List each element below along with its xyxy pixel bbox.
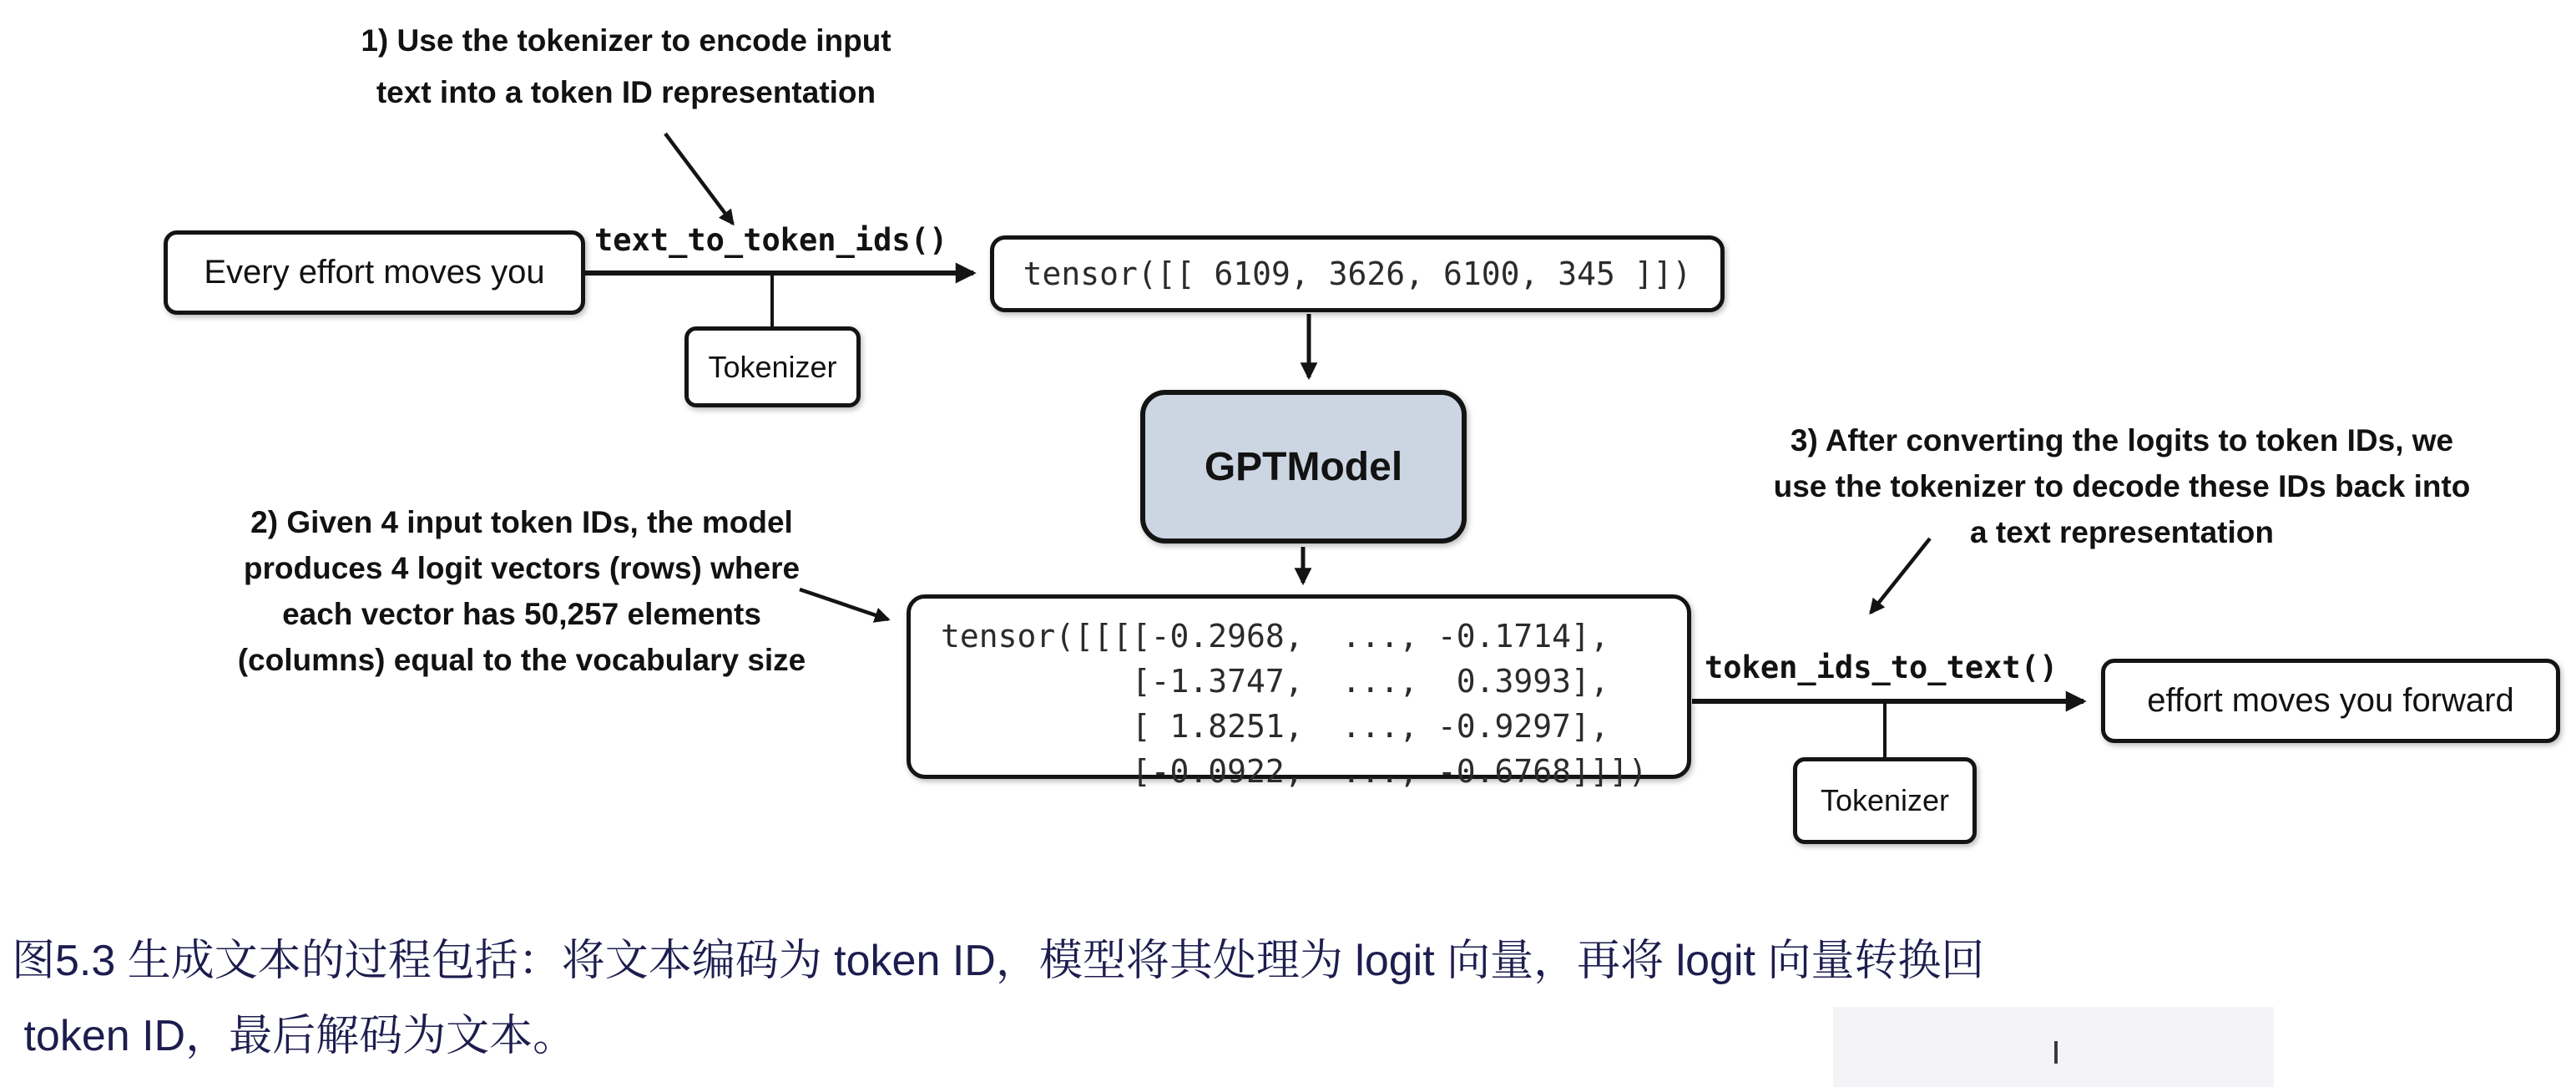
figure-caption-line1: 图5.3 生成文本的过程包括：将文本编码为 token ID，模型将其处理为 logit 向量，再将 logit 向量转换回 — [12, 937, 1985, 985]
gptmodel-box — [1140, 390, 1467, 544]
step2-annotation-line3: each vector has 50,257 elements — [282, 597, 761, 631]
step1-annotation — [292, 15, 960, 119]
output-text-box — [2101, 659, 2560, 743]
step1-annotation-line2: text into a token ID representation — [376, 75, 876, 109]
input-text-box — [164, 230, 585, 315]
step1-annotation-arrow — [665, 134, 733, 224]
figure-caption — [12, 923, 2566, 1074]
logits-line-4: [-0.0922, ..., -0.6768]]]) — [941, 753, 1648, 790]
tokenizer-decode-box — [1793, 757, 1977, 844]
output-text-label: effort moves you forward — [2147, 682, 2514, 719]
step1-annotation-line1: 1) Use the tokenizer to encode input — [361, 23, 891, 58]
logits-tensor-box — [907, 594, 1691, 790]
logits-line-3: [ 1.8251, ..., -0.9297], — [941, 708, 1609, 745]
step3-annotation — [1763, 417, 2481, 555]
step2-annotation-line4: (columns) equal to the vocabulary size — [237, 643, 806, 677]
tokenizer-encode-box — [684, 326, 861, 407]
token-ids-tensor-text: tensor([[ 6109, 3626, 6100, 345 ]]) — [1023, 255, 1692, 292]
tokenizer-encode-label: Tokenizer — [708, 349, 837, 384]
step3-annotation-line3: a text representation — [1970, 515, 2274, 549]
tokenizer-decode-label: Tokenizer — [1820, 783, 1950, 817]
input-text-label: Every effort moves you — [204, 254, 545, 291]
logits-tensor-text — [941, 614, 1647, 794]
gptmodel-label: GPTModel — [1204, 444, 1403, 489]
step2-annotation-line2: produces 4 logit vectors (rows) where — [243, 551, 801, 585]
logits-line-1: tensor([[[[-0.2968, ..., -0.1714], — [941, 618, 1609, 655]
step3-annotation-line2: use the tokenizer to decode these IDs back into — [1773, 469, 2471, 503]
step2-annotation-line1: 2) Given 4 input token IDs, the model — [250, 505, 793, 539]
step2-annotation — [205, 499, 839, 683]
token-ids-to-text-label: token_ids_to_text() — [1705, 650, 2058, 685]
logits-line-2: [-1.3747, ..., 0.3993], — [941, 663, 1609, 700]
text-to-token-ids-label: text_to_token_ids() — [594, 222, 948, 258]
step3-annotation-line1: 3) After converting the logits to token IDs, we — [1790, 423, 2454, 458]
figure-caption-line2: token ID，最后解码为文本。 — [12, 1012, 577, 1060]
token-ids-tensor-box — [990, 235, 1725, 312]
